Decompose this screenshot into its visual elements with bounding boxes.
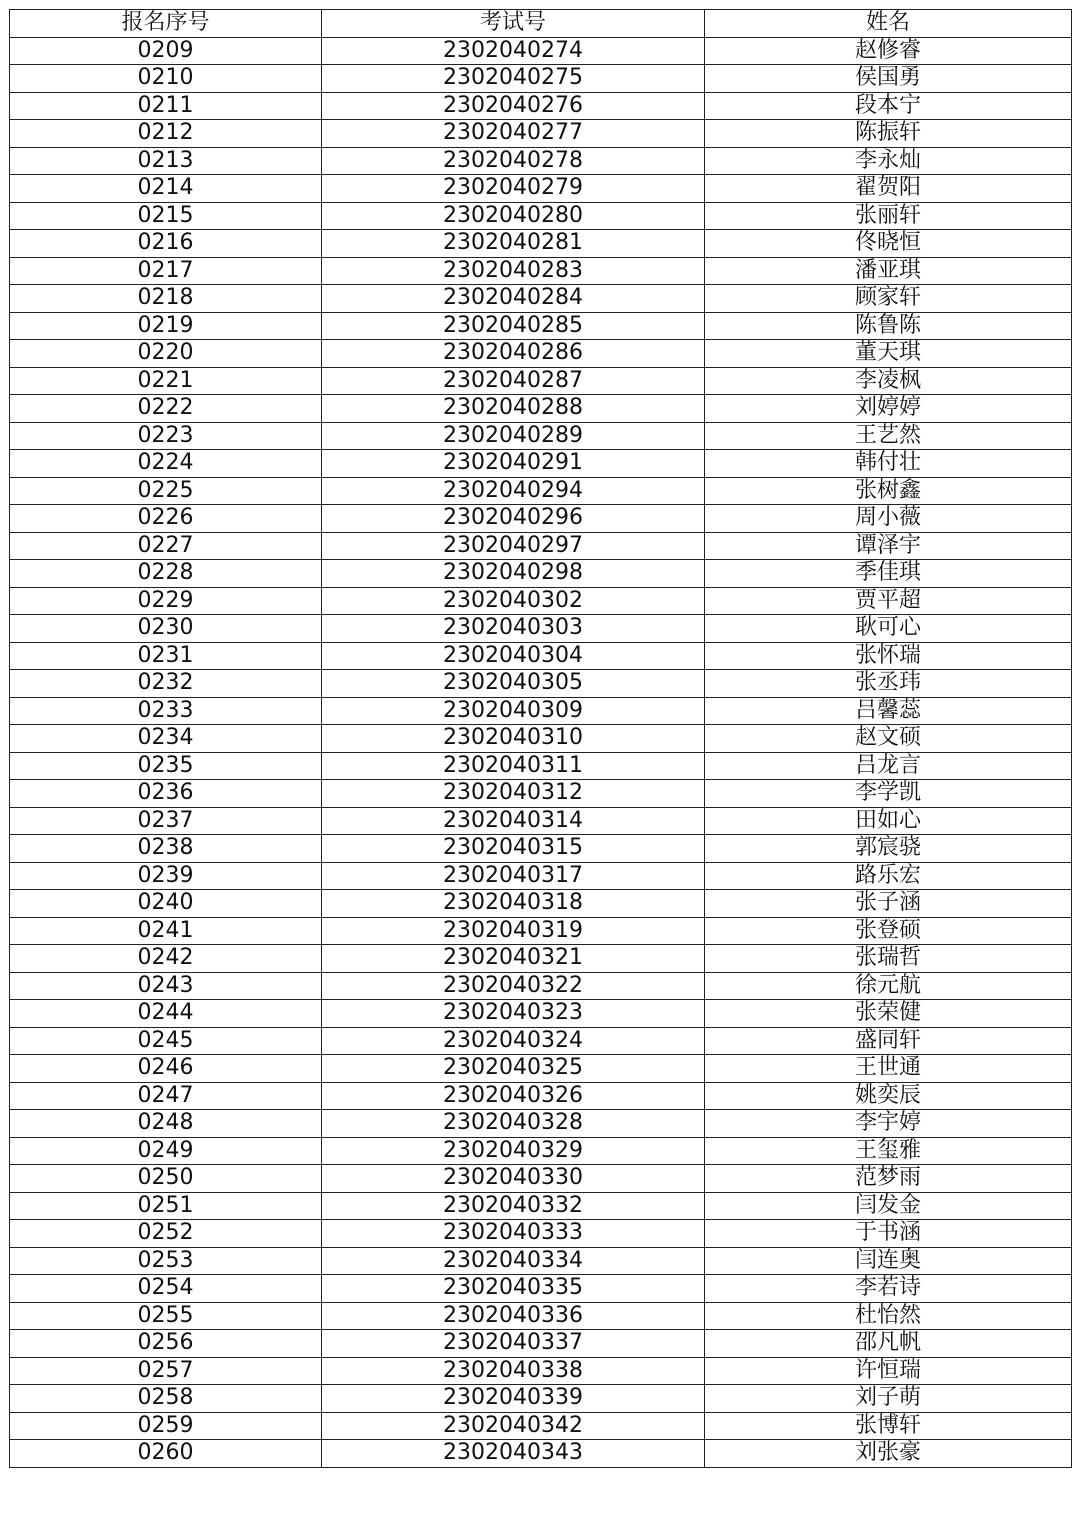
table-row — [10, 230, 1072, 258]
exam-number-cell: 2302040291 — [322, 450, 705, 478]
name-cell: 张怀瑞 — [705, 642, 1072, 670]
name-cell: 李永灿 — [705, 147, 1072, 175]
registration-number-cell: 0254 — [10, 1275, 322, 1303]
name-cell: 张丽轩 — [705, 202, 1072, 230]
exam-number-cell: 2302040310 — [322, 725, 705, 753]
exam-number-cell: 2302040322 — [322, 972, 705, 1000]
table-row — [10, 1220, 1072, 1248]
name-cell: 侯国勇 — [705, 65, 1072, 93]
table-row — [10, 560, 1072, 588]
table-row — [10, 395, 1072, 423]
exam-number-cell: 2302040274 — [322, 37, 705, 65]
exam-number-cell: 2302040335 — [322, 1275, 705, 1303]
name-cell: 李学凯 — [705, 780, 1072, 808]
table-row — [10, 642, 1072, 670]
exam-number-cell: 2302040343 — [322, 1440, 705, 1468]
registration-number-cell: 0258 — [10, 1385, 322, 1413]
name-cell: 于书涵 — [705, 1220, 1072, 1248]
exam-number-cell: 2302040284 — [322, 285, 705, 313]
name-cell: 路乐宏 — [705, 862, 1072, 890]
registration-number-cell: 0226 — [10, 505, 322, 533]
exam-number-cell: 2302040286 — [322, 340, 705, 368]
registration-number-cell: 0259 — [10, 1412, 322, 1440]
registration-number-cell: 0251 — [10, 1192, 322, 1220]
table-row — [10, 1110, 1072, 1138]
registration-number-cell: 0224 — [10, 450, 322, 478]
header-exam-number: 考试号 — [322, 10, 705, 38]
roster-table — [9, 9, 1072, 1468]
exam-number-cell: 2302040315 — [322, 835, 705, 863]
name-cell: 杜怡然 — [705, 1302, 1072, 1330]
registration-number-cell: 0217 — [10, 257, 322, 285]
name-cell: 赵修睿 — [705, 37, 1072, 65]
registration-number-cell: 0209 — [10, 37, 322, 65]
exam-number-cell: 2302040302 — [322, 587, 705, 615]
registration-number-cell: 0249 — [10, 1137, 322, 1165]
table-row — [10, 1275, 1072, 1303]
name-cell: 贾平超 — [705, 587, 1072, 615]
name-cell: 季佳琪 — [705, 560, 1072, 588]
table-row — [10, 1055, 1072, 1083]
exam-number-cell: 2302040296 — [322, 505, 705, 533]
exam-number-cell: 2302040314 — [322, 807, 705, 835]
table-row — [10, 835, 1072, 863]
table-row — [10, 285, 1072, 313]
table-row — [10, 615, 1072, 643]
table-row — [10, 175, 1072, 203]
registration-number-cell: 0227 — [10, 532, 322, 560]
table-row — [10, 422, 1072, 450]
registration-number-cell: 0235 — [10, 752, 322, 780]
exam-number-cell: 2302040303 — [322, 615, 705, 643]
table-row — [10, 92, 1072, 120]
name-cell: 陈鲁陈 — [705, 312, 1072, 340]
name-cell: 韩付壮 — [705, 450, 1072, 478]
name-cell: 张博轩 — [705, 1412, 1072, 1440]
registration-number-cell: 0247 — [10, 1082, 322, 1110]
name-cell: 刘子萌 — [705, 1385, 1072, 1413]
registration-number-cell: 0232 — [10, 670, 322, 698]
registration-number-cell: 0236 — [10, 780, 322, 808]
registration-number-cell: 0239 — [10, 862, 322, 890]
table-row — [10, 1330, 1072, 1358]
exam-number-cell: 2302040336 — [322, 1302, 705, 1330]
table-row — [10, 1302, 1072, 1330]
exam-number-cell: 2302040281 — [322, 230, 705, 258]
registration-number-cell: 0230 — [10, 615, 322, 643]
exam-number-cell: 2302040294 — [322, 477, 705, 505]
name-cell: 王艺然 — [705, 422, 1072, 450]
name-cell: 张瑞哲 — [705, 945, 1072, 973]
registration-number-cell: 0252 — [10, 1220, 322, 1248]
header-name: 姓名 — [705, 10, 1072, 38]
exam-number-cell: 2302040289 — [322, 422, 705, 450]
name-cell: 佟晓恒 — [705, 230, 1072, 258]
registration-number-cell: 0250 — [10, 1165, 322, 1193]
registration-number-cell: 0213 — [10, 147, 322, 175]
registration-number-cell: 0244 — [10, 1000, 322, 1028]
registration-number-cell: 0238 — [10, 835, 322, 863]
table-row — [10, 1357, 1072, 1385]
name-cell: 潘亚琪 — [705, 257, 1072, 285]
registration-number-cell: 0228 — [10, 560, 322, 588]
name-cell: 姚奕辰 — [705, 1082, 1072, 1110]
registration-number-cell: 0256 — [10, 1330, 322, 1358]
table-row — [10, 1440, 1072, 1468]
header-row — [10, 10, 1072, 38]
name-cell: 耿可心 — [705, 615, 1072, 643]
name-cell: 范梦雨 — [705, 1165, 1072, 1193]
registration-number-cell: 0242 — [10, 945, 322, 973]
table-row — [10, 1082, 1072, 1110]
exam-number-cell: 2302040328 — [322, 1110, 705, 1138]
registration-number-cell: 0214 — [10, 175, 322, 203]
registration-number-cell: 0241 — [10, 917, 322, 945]
table-row — [10, 257, 1072, 285]
table-row — [10, 1385, 1072, 1413]
name-cell: 张登硕 — [705, 917, 1072, 945]
exam-number-cell: 2302040277 — [322, 120, 705, 148]
table-row — [10, 1192, 1072, 1220]
table-row — [10, 697, 1072, 725]
table-row — [10, 890, 1072, 918]
exam-number-cell: 2302040280 — [322, 202, 705, 230]
table-row — [10, 780, 1072, 808]
name-cell: 许恒瑞 — [705, 1357, 1072, 1385]
exam-number-cell: 2302040319 — [322, 917, 705, 945]
registration-number-cell: 0246 — [10, 1055, 322, 1083]
registration-number-cell: 0229 — [10, 587, 322, 615]
name-cell: 周小薇 — [705, 505, 1072, 533]
name-cell: 李宇婷 — [705, 1110, 1072, 1138]
table-row — [10, 917, 1072, 945]
exam-number-cell: 2302040342 — [322, 1412, 705, 1440]
exam-number-cell: 2302040337 — [322, 1330, 705, 1358]
name-cell: 谭泽宇 — [705, 532, 1072, 560]
name-cell: 翟贺阳 — [705, 175, 1072, 203]
registration-number-cell: 0231 — [10, 642, 322, 670]
name-cell: 顾家轩 — [705, 285, 1072, 313]
table-row — [10, 450, 1072, 478]
exam-number-cell: 2302040333 — [322, 1220, 705, 1248]
registration-number-cell: 0221 — [10, 367, 322, 395]
exam-number-cell: 2302040334 — [322, 1247, 705, 1275]
table-row — [10, 505, 1072, 533]
name-cell: 闫连奥 — [705, 1247, 1072, 1275]
name-cell: 郭宸骁 — [705, 835, 1072, 863]
exam-number-cell: 2302040332 — [322, 1192, 705, 1220]
table-row — [10, 312, 1072, 340]
registration-number-cell: 0212 — [10, 120, 322, 148]
name-cell: 吕龙言 — [705, 752, 1072, 780]
exam-number-cell: 2302040288 — [322, 395, 705, 423]
registration-number-cell: 0211 — [10, 92, 322, 120]
name-cell: 李若诗 — [705, 1275, 1072, 1303]
name-cell: 刘张豪 — [705, 1440, 1072, 1468]
registration-number-cell: 0223 — [10, 422, 322, 450]
registration-number-cell: 0216 — [10, 230, 322, 258]
registration-number-cell: 0218 — [10, 285, 322, 313]
registration-number-cell: 0243 — [10, 972, 322, 1000]
registration-number-cell: 0215 — [10, 202, 322, 230]
table-row — [10, 945, 1072, 973]
name-cell: 田如心 — [705, 807, 1072, 835]
exam-number-cell: 2302040298 — [322, 560, 705, 588]
table-row — [10, 1247, 1072, 1275]
table-row — [10, 37, 1072, 65]
exam-number-cell: 2302040329 — [322, 1137, 705, 1165]
exam-number-cell: 2302040304 — [322, 642, 705, 670]
table-row — [10, 725, 1072, 753]
table-row — [10, 1137, 1072, 1165]
exam-number-cell: 2302040278 — [322, 147, 705, 175]
table-body — [10, 37, 1072, 1467]
table-row — [10, 1027, 1072, 1055]
exam-number-cell: 2302040309 — [322, 697, 705, 725]
table-row — [10, 367, 1072, 395]
registration-number-cell: 0220 — [10, 340, 322, 368]
exam-number-cell: 2302040287 — [322, 367, 705, 395]
registration-number-cell: 0260 — [10, 1440, 322, 1468]
table-row — [10, 587, 1072, 615]
registration-number-cell: 0237 — [10, 807, 322, 835]
table-row — [10, 65, 1072, 93]
table-row — [10, 1412, 1072, 1440]
table-row — [10, 752, 1072, 780]
exam-number-cell: 2302040339 — [322, 1385, 705, 1413]
table-row — [10, 1165, 1072, 1193]
registration-number-cell: 0233 — [10, 697, 322, 725]
name-cell: 张树鑫 — [705, 477, 1072, 505]
name-cell: 张子涵 — [705, 890, 1072, 918]
exam-number-cell: 2302040275 — [322, 65, 705, 93]
exam-number-cell: 2302040326 — [322, 1082, 705, 1110]
registration-number-cell: 0248 — [10, 1110, 322, 1138]
registration-number-cell: 0240 — [10, 890, 322, 918]
name-cell: 王玺雅 — [705, 1137, 1072, 1165]
name-cell: 赵文硕 — [705, 725, 1072, 753]
exam-number-cell: 2302040321 — [322, 945, 705, 973]
table-row — [10, 862, 1072, 890]
exam-number-cell: 2302040318 — [322, 890, 705, 918]
registration-number-cell: 0219 — [10, 312, 322, 340]
registration-number-cell: 0210 — [10, 65, 322, 93]
name-cell: 王世通 — [705, 1055, 1072, 1083]
registration-number-cell: 0245 — [10, 1027, 322, 1055]
table-row — [10, 532, 1072, 560]
name-cell: 邵凡帆 — [705, 1330, 1072, 1358]
exam-number-cell: 2302040317 — [322, 862, 705, 890]
table-row — [10, 477, 1072, 505]
registration-number-cell: 0257 — [10, 1357, 322, 1385]
name-cell: 段本宁 — [705, 92, 1072, 120]
registration-number-cell: 0253 — [10, 1247, 322, 1275]
table-row — [10, 1000, 1072, 1028]
exam-number-cell: 2302040324 — [322, 1027, 705, 1055]
table-row — [10, 972, 1072, 1000]
registration-number-cell: 0222 — [10, 395, 322, 423]
exam-number-cell: 2302040312 — [322, 780, 705, 808]
exam-number-cell: 2302040305 — [322, 670, 705, 698]
exam-number-cell: 2302040297 — [322, 532, 705, 560]
table-row — [10, 202, 1072, 230]
table-row — [10, 340, 1072, 368]
exam-number-cell: 2302040311 — [322, 752, 705, 780]
table-row — [10, 120, 1072, 148]
table-row — [10, 670, 1072, 698]
registration-number-cell: 0234 — [10, 725, 322, 753]
exam-number-cell: 2302040330 — [322, 1165, 705, 1193]
name-cell: 董天琪 — [705, 340, 1072, 368]
name-cell: 盛同轩 — [705, 1027, 1072, 1055]
exam-number-cell: 2302040276 — [322, 92, 705, 120]
name-cell: 徐元航 — [705, 972, 1072, 1000]
name-cell: 陈振轩 — [705, 120, 1072, 148]
registration-number-cell: 0225 — [10, 477, 322, 505]
name-cell: 吕馨蕊 — [705, 697, 1072, 725]
name-cell: 李凌枫 — [705, 367, 1072, 395]
name-cell: 张丞玮 — [705, 670, 1072, 698]
exam-number-cell: 2302040279 — [322, 175, 705, 203]
name-cell: 张荣健 — [705, 1000, 1072, 1028]
name-cell: 闫发金 — [705, 1192, 1072, 1220]
name-cell: 刘婷婷 — [705, 395, 1072, 423]
exam-number-cell: 2302040283 — [322, 257, 705, 285]
table-row — [10, 807, 1072, 835]
exam-number-cell: 2302040325 — [322, 1055, 705, 1083]
exam-number-cell: 2302040285 — [322, 312, 705, 340]
table-row — [10, 147, 1072, 175]
exam-number-cell: 2302040323 — [322, 1000, 705, 1028]
registration-number-cell: 0255 — [10, 1302, 322, 1330]
exam-number-cell: 2302040338 — [322, 1357, 705, 1385]
header-registration-number: 报名序号 — [10, 10, 322, 38]
